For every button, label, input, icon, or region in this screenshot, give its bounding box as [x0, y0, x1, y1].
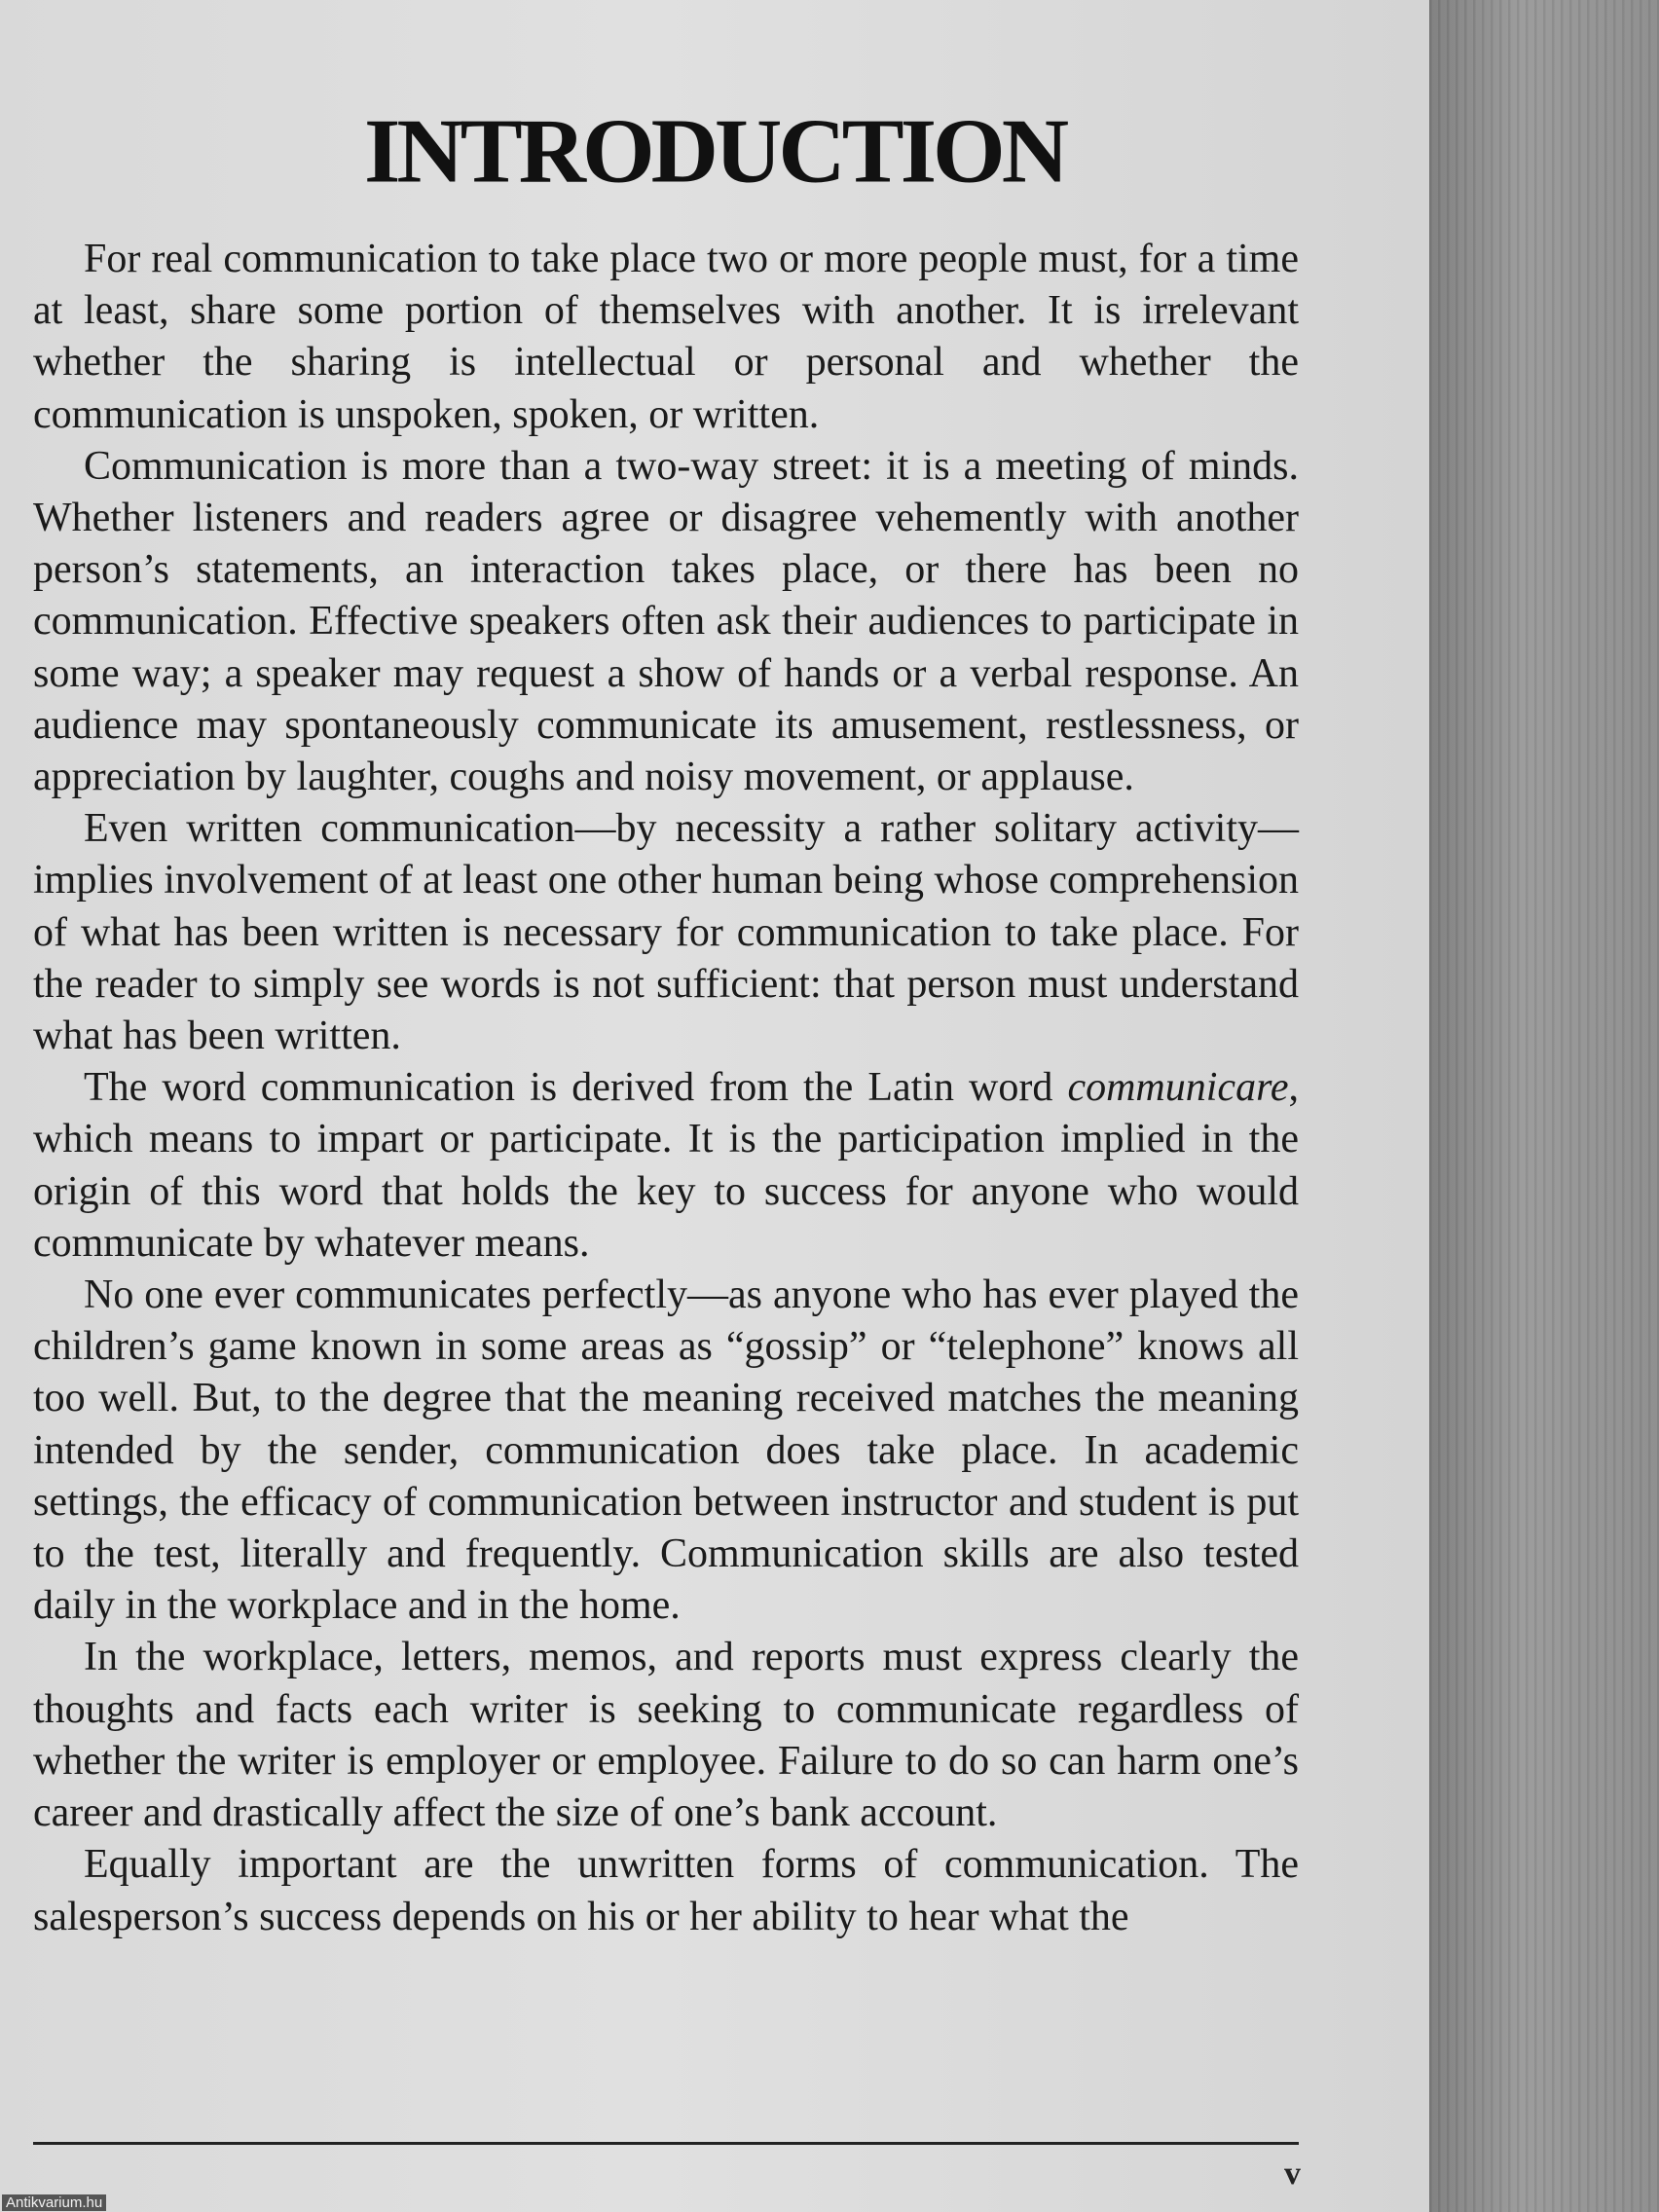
- footer-rule: [33, 2142, 1299, 2145]
- paragraph-2: Communication is more than a two-way street: it is a meeting of minds. Whether listeners and readers agree or disagree vehemently with another person’s statements, an interaction takes place, or there has been no communication. Effective speakers often ask their audiences to participate in some way; a speaker may request a show of hands or a verbal response. An audience may spontaneously communicate its amusement, restlessness, or appreciation by laughter, coughs and noisy movement, or applause.: [33, 443, 1299, 800]
- body-text: [33, 234, 1299, 1943]
- latin-term: communicare: [1067, 1065, 1289, 1111]
- paragraph-4-start: The word communication is derived from the Latin word: [84, 1065, 1068, 1111]
- paragraph-1: For real communication to take place two or more people must, for a time at least, share some portion of themselves with another. It is irrelevant whether the sharing is intellectual or personal and whether the communication is unspoken, spoken, or written.: [33, 237, 1299, 437]
- paragraph-5: No one ever communicates perfectly—as anyone who has ever played the children’s game known in some areas as “gossip” or “telephone” knows all too well. But, to the degree that the meaning received matches the meaning intended by the sender, communication does take place. In academic settings, the efficacy of communication between instructor and student is put to the test, literally and frequently. Communication skills are also tested daily in the workplace and in the home.: [33, 1272, 1299, 1629]
- paragraph-3: Even written communication—by necessity a rather solitary activity—implies involvement of at least one other human being whose comprehension of what has been written is necessary for communication to take place. For the reader to simply see words is not sufficient: that person must understand what has been written.: [33, 806, 1299, 1059]
- paragraph-4: [33, 1062, 1299, 1270]
- watermark: Antikvarium.hu: [2, 2194, 106, 2211]
- paragraph-4-end: , which means to impart or participate. It is the participation implied in the origin of this word that holds the key to success for anyone who would communicate by whatever means.: [33, 1065, 1299, 1266]
- chapter-title: INTRODUCTION: [363, 99, 1066, 202]
- paragraph-6: In the workplace, letters, memos, and reports must express clearly the thoughts and facts each writer is seeking to communicate regardless of whether the writer is employer or employee. Failure to do so can harm one’s career and drastically affect the size of one’s bank account.: [33, 1635, 1299, 1836]
- paragraph-7: Equally important are the unwritten forms of communication. The salesperson’s success depends on his or her ability to hear what the: [33, 1842, 1299, 1939]
- table-surface: [1429, 0, 1659, 2212]
- page-number: v: [1284, 2156, 1301, 2192]
